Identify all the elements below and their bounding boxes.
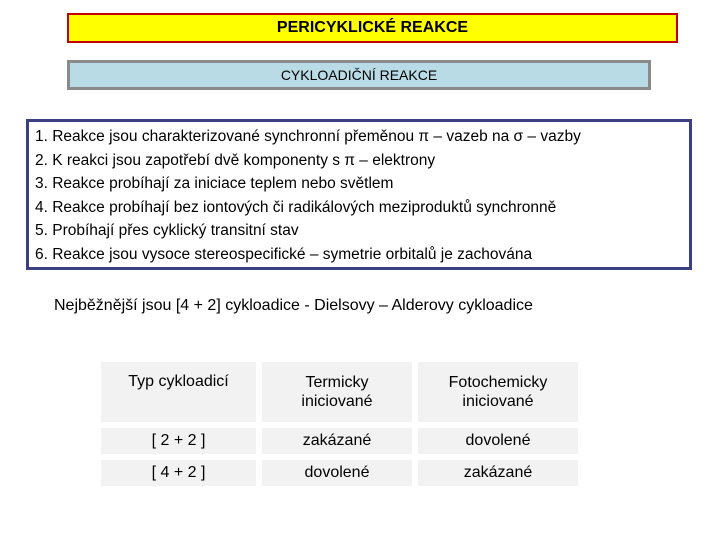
cycloaddition-table (101, 356, 578, 492)
header-photo-line2: iniciované (462, 393, 534, 410)
table-header-row (101, 362, 578, 422)
subtitle-banner (67, 60, 651, 90)
rules-panel (26, 119, 692, 270)
page-title: PERICYKLICKÉ REAKCE (276, 19, 469, 36)
row-photo: dovolené (412, 428, 578, 454)
header-thermal-line1: Termicky (305, 374, 369, 391)
header-photo (412, 362, 578, 422)
title-banner (67, 13, 678, 43)
table-row (101, 460, 578, 486)
table-row (101, 428, 578, 454)
header-type-label: Typ cykloadicí (128, 373, 229, 390)
row-type: [ 4 + 2 ] (101, 460, 256, 486)
row-thermal: zakázané (256, 428, 412, 454)
rules-list (35, 125, 689, 266)
row-thermal: dovolené (256, 460, 412, 486)
summary-text: Nejběžnější jsou [4 + 2] cykloadice - Dielsovy – Alderovy cykloadice (54, 297, 533, 314)
rule-item-1: 1. Reakce jsou charakterizované synchronní přeměnou π – vazeb na σ – vazby (35, 128, 581, 145)
row-type: [ 2 + 2 ] (101, 428, 256, 454)
rule-item-3: 3. Reakce probíhají za iniciace teplem nebo světlem (35, 175, 394, 192)
header-thermal-line2: iniciované (301, 393, 373, 410)
rule-item-5: 5. Probíhají přes cyklický transitní stav (35, 222, 299, 239)
header-type (101, 362, 256, 422)
page-subtitle: CYKLOADIČNÍ REAKCE (280, 67, 438, 83)
rule-item-2: 2. K reakci jsou zapotřebí dvě komponenty s π – elektrony (35, 151, 436, 169)
rule-item-6: 6. Reakce jsou vysoce stereospecifické – symetrie orbitalů je zachována (35, 245, 533, 263)
header-photo-line1: Fotochemicky (448, 374, 548, 391)
row-photo: zakázané (412, 460, 578, 486)
rule-item-4: 4. Reakce probíhají bez iontových či radikálových meziproduktů synchronně (35, 198, 557, 216)
header-thermal (256, 362, 412, 422)
